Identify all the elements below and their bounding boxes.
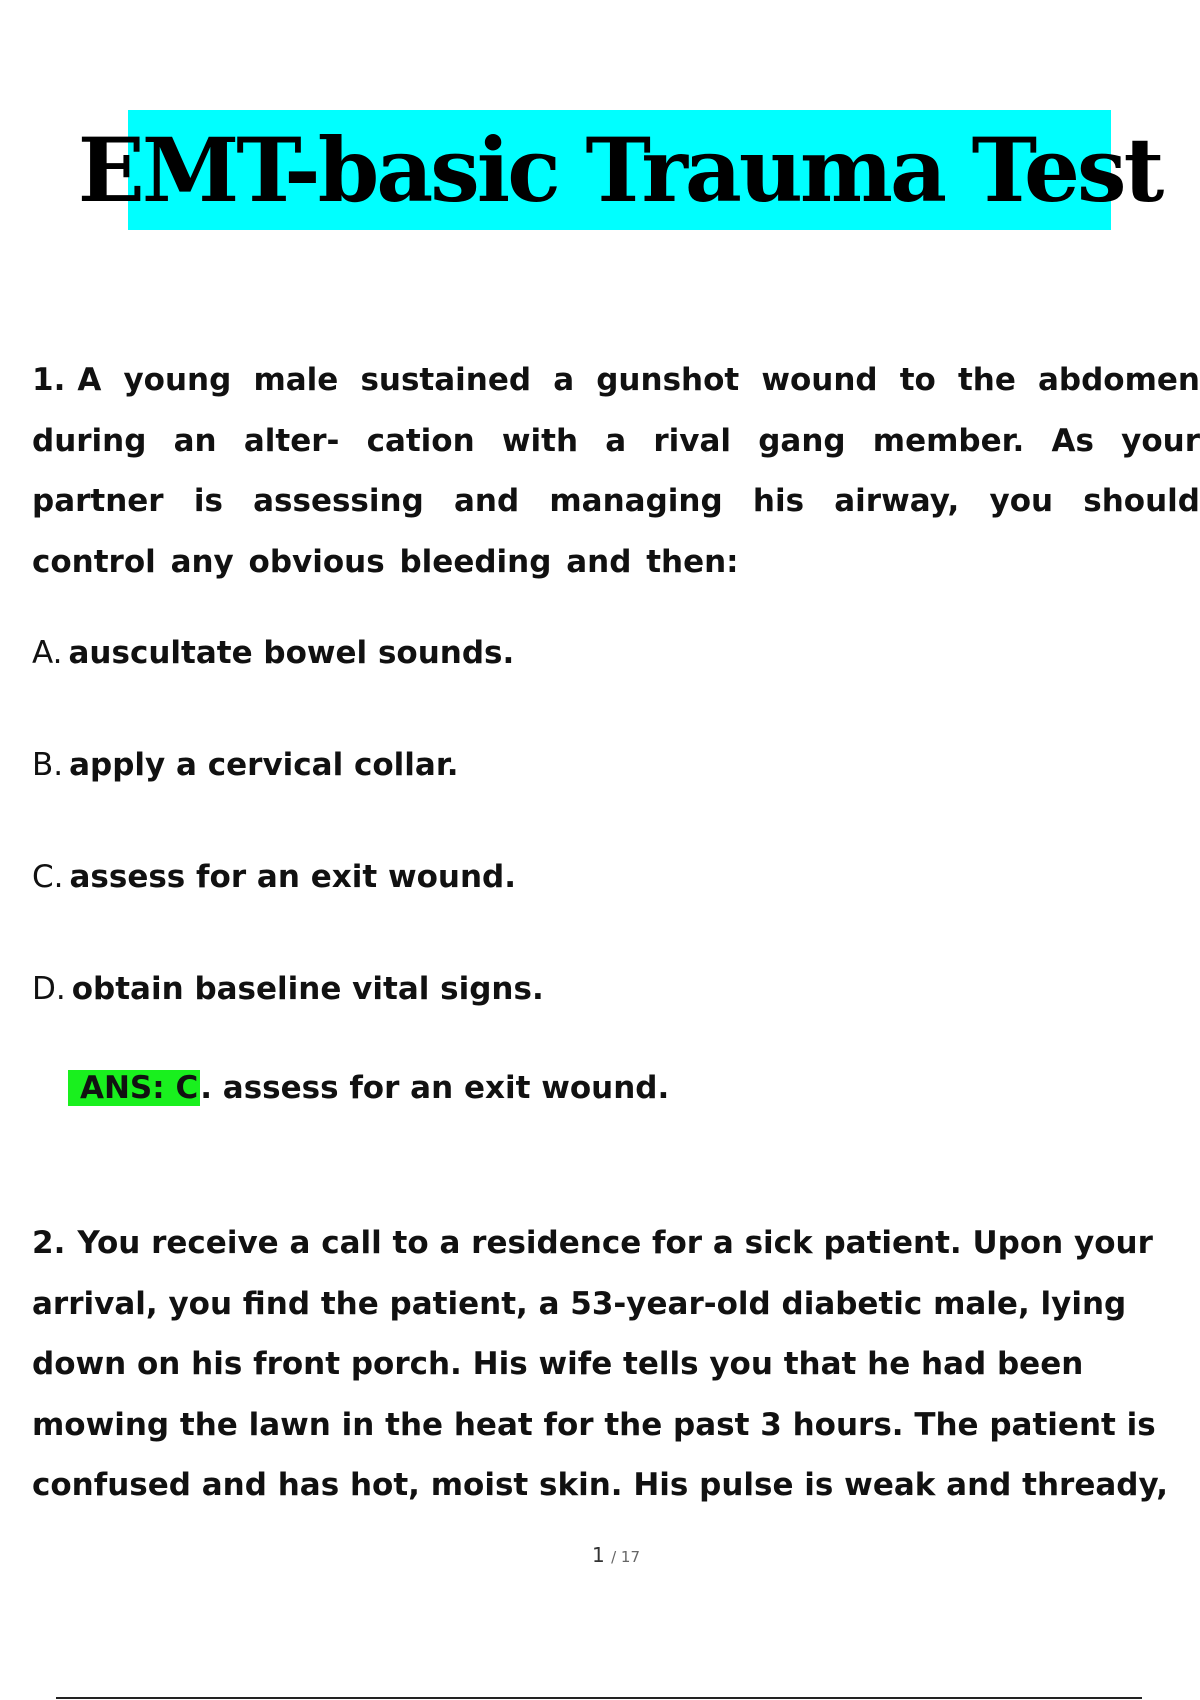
question-number: 1. [32, 362, 66, 398]
page-number [0, 1543, 1200, 1567]
option-text: auscultate bowel sounds. [68, 635, 515, 671]
question-1 [32, 350, 1200, 592]
answer-text: . assess for an exit wound. [200, 1070, 670, 1106]
answer-label: ANS: C [68, 1070, 200, 1106]
document-title: EMT-basic Trauma Test [77, 118, 1162, 222]
option-b [32, 745, 459, 785]
option-c [32, 857, 516, 897]
page-divider [56, 1697, 1142, 1699]
question-text: You receive a call to a residence for a sick patient. Upon your arrival, you find the patient, a 53-year-old diabetic male, lying down on his front porch. His wife tells you that he had been mowing the lawn in the heat for the past 3 hours. The patient is confused and has hot, moist skin. His pulse is weak and thready, [32, 1225, 1169, 1503]
option-letter: D. [32, 971, 66, 1007]
option-text: obtain baseline vital signs. [71, 971, 544, 1007]
page-total: / 17 [611, 1548, 640, 1566]
option-text: apply a cervical collar. [69, 747, 459, 783]
answer-line [68, 1068, 669, 1108]
option-d [32, 969, 544, 1009]
option-letter: B. [32, 747, 64, 783]
question-number: 2. [32, 1225, 66, 1261]
question-text: A young male sustained a gunshot wound to the abdomen during an alter- cation with a rival gang member. As your partner is assessing and managing his airway, you should control any obvious bleeding and then: [32, 362, 1200, 580]
option-a [32, 633, 514, 673]
option-letter: A. [32, 635, 63, 671]
option-text: assess for an exit wound. [69, 859, 516, 895]
question-2 [32, 1213, 1200, 1516]
option-letter: C. [32, 859, 64, 895]
title-banner [77, 110, 1162, 230]
page-current: 1 [591, 1543, 605, 1567]
